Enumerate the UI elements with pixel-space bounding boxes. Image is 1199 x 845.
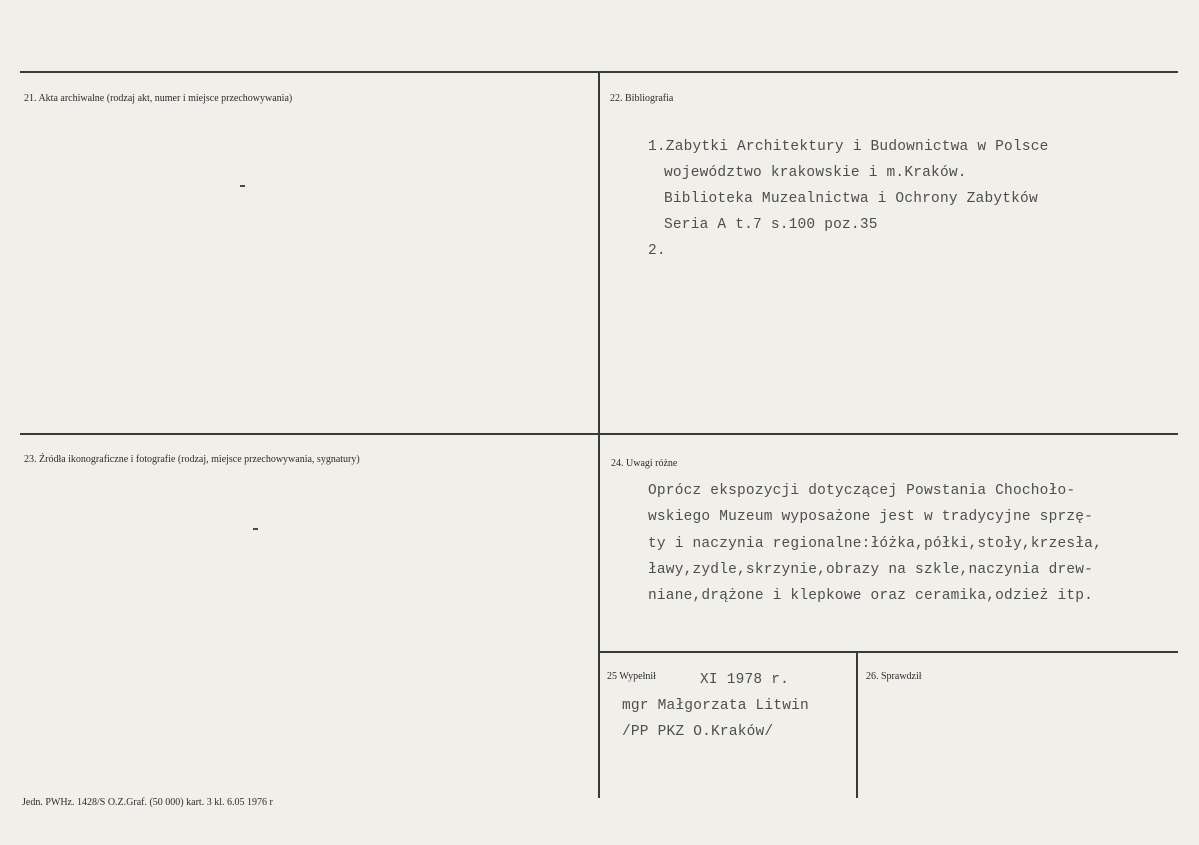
field-23-empty-mark	[253, 528, 258, 530]
remarks-line-2: wskiego Muzeum wyposażone jest w tradycyjne sprzę-	[648, 509, 1094, 525]
signature-divider-rule	[856, 651, 858, 798]
remarks-line-3: ty i naczynia regionalne:łóżka,półki,stoły,krzesła,	[648, 536, 1102, 552]
bibliography-line-3: Biblioteka Muzealnictwa i Ochrony Zabytków	[664, 191, 1038, 207]
center-vertical-rule	[598, 71, 600, 798]
bibliography-line-1: 1.Zabytki Architektury i Budownictwa w Polsce	[648, 139, 1049, 155]
field-21-empty-mark	[240, 185, 245, 187]
field-21-label: 21. Akta archiwalne (rodzaj akt, numer i miejsce przechowywania)	[24, 93, 293, 104]
bibliography-line-4: Seria A t.7 s.100 poz.35	[664, 217, 878, 233]
right-section-horizontal-rule	[598, 651, 1178, 653]
field-22-label: 22. Bibliografia	[610, 93, 674, 104]
field-24-label: 24. Uwagi różne	[611, 458, 678, 469]
field-26-label: 26. Sprawdził	[866, 671, 922, 682]
bibliography-line-5: 2.	[648, 243, 666, 259]
filled-date: XI 1978 r.	[700, 672, 790, 688]
printer-imprint: Jedn. PWHz. 1428/S O.Z.Graf. (50 000) kart. 3 kl. 6.05 1976 r	[22, 797, 273, 808]
field-25-label: 25 Wypełnił	[607, 671, 656, 682]
remarks-line-4: ławy,zydle,skrzynie,obrazy na szkle,naczynia drew-	[648, 562, 1094, 578]
remarks-line-5: niane,drążone i klepkowe oraz ceramika,odzież itp.	[648, 588, 1094, 604]
filled-by-name: mgr Małgorzata Litwin	[622, 698, 809, 714]
field-23-label: 23. Źródła ikonograficzne i fotografie (rodzaj, miejsce przechowywania, sygnatury)	[24, 454, 360, 465]
remarks-line-1: Oprócz ekspozycji dotyczącej Powstania Chochoło-	[648, 483, 1076, 499]
filled-by-institution: /PP PKZ O.Kraków/	[622, 724, 774, 740]
bibliography-line-2: województwo krakowskie i m.Kraków.	[664, 165, 967, 181]
